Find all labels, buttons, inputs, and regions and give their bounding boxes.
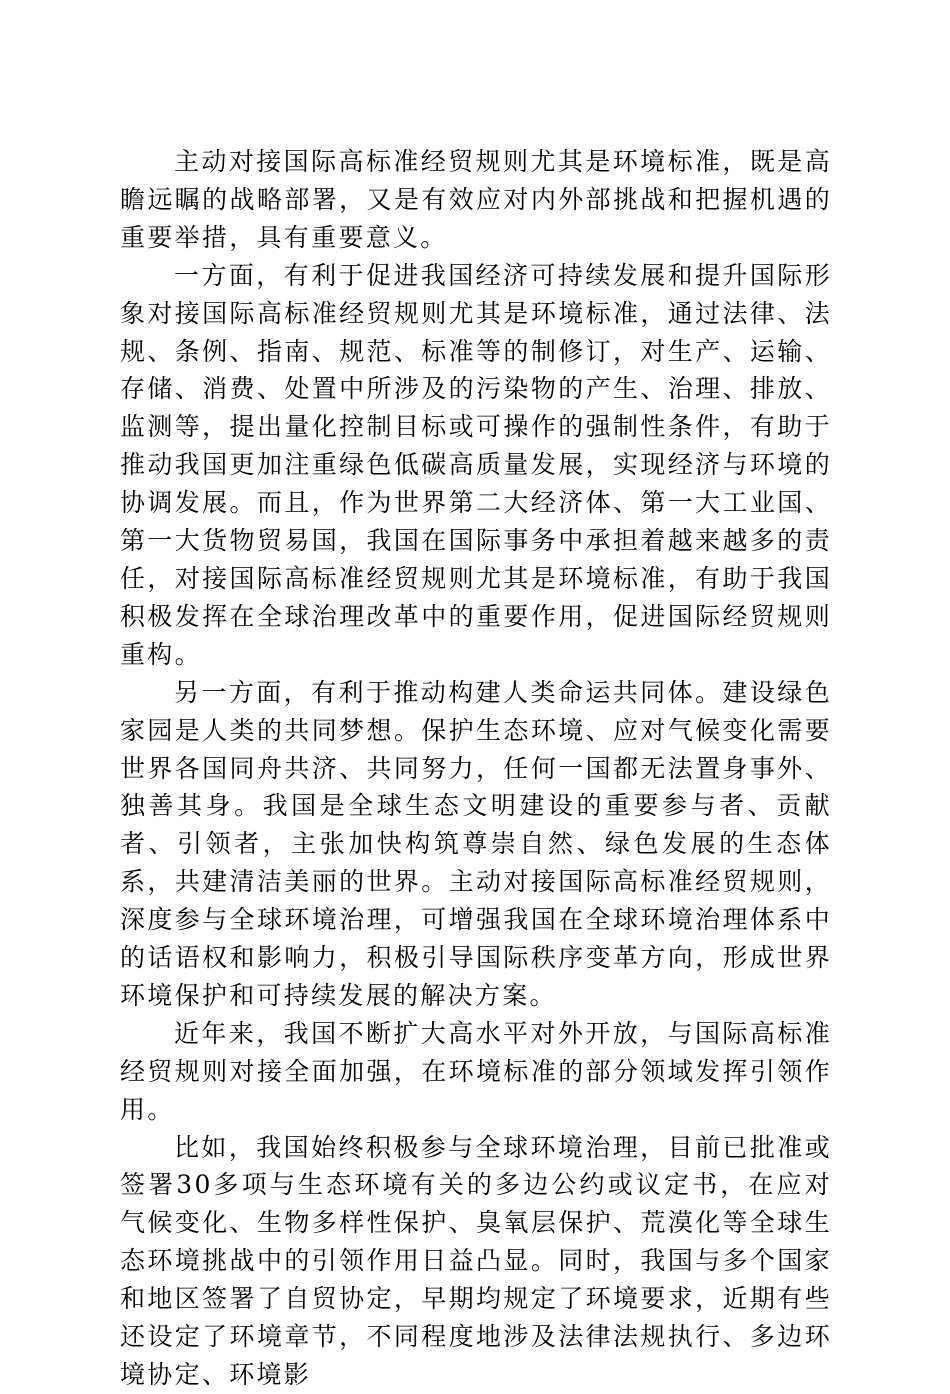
- paragraph-shared-future: 另一方面，有利于推动构建人类命运共同体。建设绿色家园是人类的共同梦想。保护生态环境、应对气候变化需要世界各国同舟共济、共同努力，任何一国都无法置身事外、独善其身。我国是全球生态文明建设的重要参与者、贡献者、引领者，主张加快构筑尊崇自然、绿色发展的生态体系，共建清洁美丽的世界。主动对接国际高标准经贸规则，深度参与全球环境治理，可增强我国在全球环境治理体系中的话语权和影响力，积极引导国际秩序变革方向，形成世界环境保护和可持续发展的解决方案。: [120, 677, 832, 1010]
- document-body: [120, 143, 832, 1394]
- paragraph-example: 比如，我国始终积极参与全球环境治理，目前已批准或签署30多项与生态环境有关的多边公约或议定书，在应对气候变化、生物多样性保护、臭氧层保护、荒漠化等全球生态环境挑战中的引领作用日益凸显。同时，我国与多个国家和地区签署了自贸协定，早期均规定了环境要求，近期有些还设定了环境章节，不同程度地涉及法律法规执行、多边环境协定、环境影: [120, 1132, 832, 1389]
- paragraph-importance: 主动对接国际高标准经贸规则尤其是环境标准，既是高瞻远瞩的战略部署，又是有效应对内外部挑战和把握机遇的重要举措，具有重要意义。: [120, 147, 832, 252]
- paragraph-economic-development: 一方面，有利于促进我国经济可持续发展和提升国际形象对接国际高标准经贸规则尤其是环境标准，通过法律、法规、条例、指南、规范、标准等的制修订，对生产、运输、存储、消费、处置中所涉及的污染物的产生、治理、排放、监测等，提出量化控制目标或可操作的强制性条件，有助于推动我国更加注重绿色低碳高质量发展，实现经济与环境的协调发展。而且，作为世界第二大经济体、第一大工业国、第一大货物贸易国，我国在国际事务中承担着越来越多的责任，对接国际高标准经贸规则尤其是环境标准，有助于我国积极发挥在全球治理改革中的重要作用，促进国际经贸规则重构。: [120, 260, 832, 669]
- paragraph-recent-years: 近年来，我国不断扩大高水平对外开放，与国际高标准经贸规则对接全面加强，在环境标准的部分领域发挥引领作用。: [120, 1018, 832, 1124]
